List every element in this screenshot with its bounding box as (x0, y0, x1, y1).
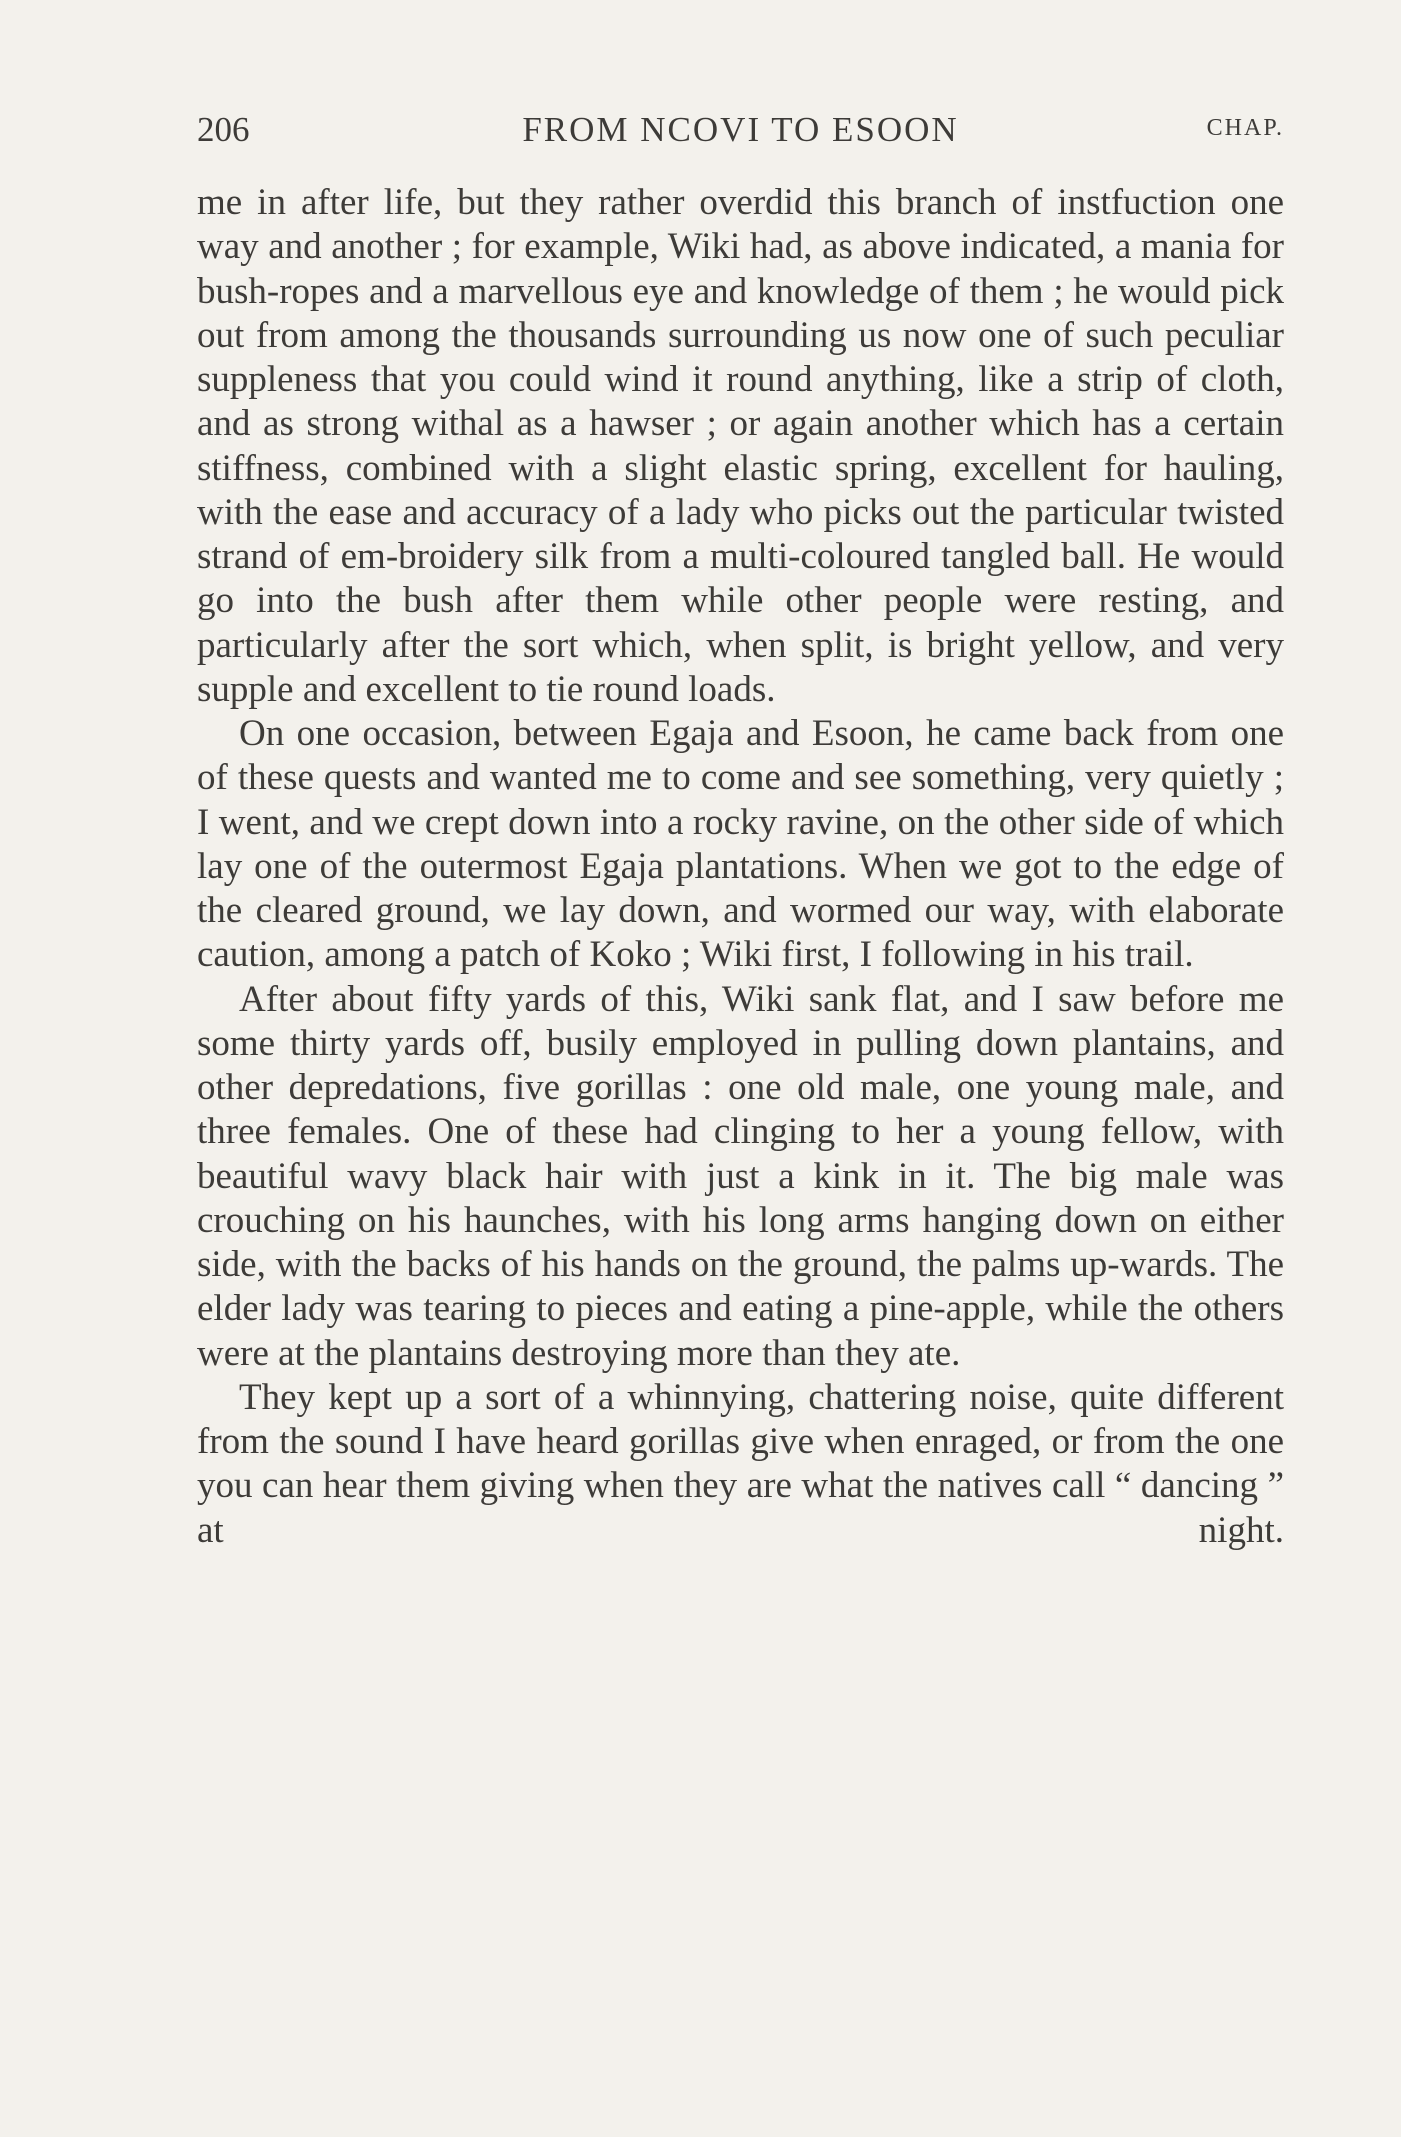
page-number: 206 (197, 110, 250, 149)
running-title: FROM NCOVI TO ESOON (522, 110, 959, 149)
running-head (197, 110, 1284, 160)
paragraph: After about fifty yards of this, Wiki sank flat, and I saw before me some thirty yards off, busily employed in pulling down plantains, and other depredations, five gorillas : one old male, one young male, and three females. One of these had clinging to her a young fellow, with beautiful wavy black hair with just a kink in it. The big male was crouching on his haunches, with his long arms hanging down on either side, with the backs of his hands on the ground, the palms up-wards. The elder lady was tearing to pieces and eating a pine-apple, while the others were at the plantains destroying more than they ate. (197, 978, 1284, 1374)
body-text (197, 181, 1284, 1981)
chapter-tag: CHAP. (1206, 115, 1284, 141)
paragraph: me in after life, but they rather overdid this branch of instfuction one way and another ; for example, Wiki had, as above indicated, a mania for bush-ropes and a marvellous eye and knowledge of them ; he would pick out from among the thousands surrounding us now one of such peculiar suppleness that you could wind it round anything, like a strip of cloth, and as strong withal as a hawser ; or again another which has a certain stiffness, combined with a slight elastic spring, excellent for hauling, with the ease and accuracy of a lady who picks out the particular twisted strand of em-broidery silk from a multi-coloured tangled ball. He would go into the bush after them while other people were resting, and particularly after the sort which, when split, is bright yellow, and very supple and excellent to tie round loads. (197, 182, 1284, 710)
paragraph: On one occasion, between Egaja and Esoon, he came back from one of these quests and wanted me to come and see something, very quietly ; I went, and we crept down into a rocky ravine, on the other side of which lay one of the outermost Egaja plantations. When we got to the edge of the cleared ground, we lay down, and wormed our way, with elaborate caution, among a patch of Koko ; Wiki first, I following in his trail. (197, 713, 1284, 976)
paragraph: They kept up a sort of a whinnying, chattering noise, quite different from the sound I have heard gorillas give when enraged, or from the one you can hear them giving when they are what the natives call “ dancing ” at night. (197, 1376, 1284, 1551)
